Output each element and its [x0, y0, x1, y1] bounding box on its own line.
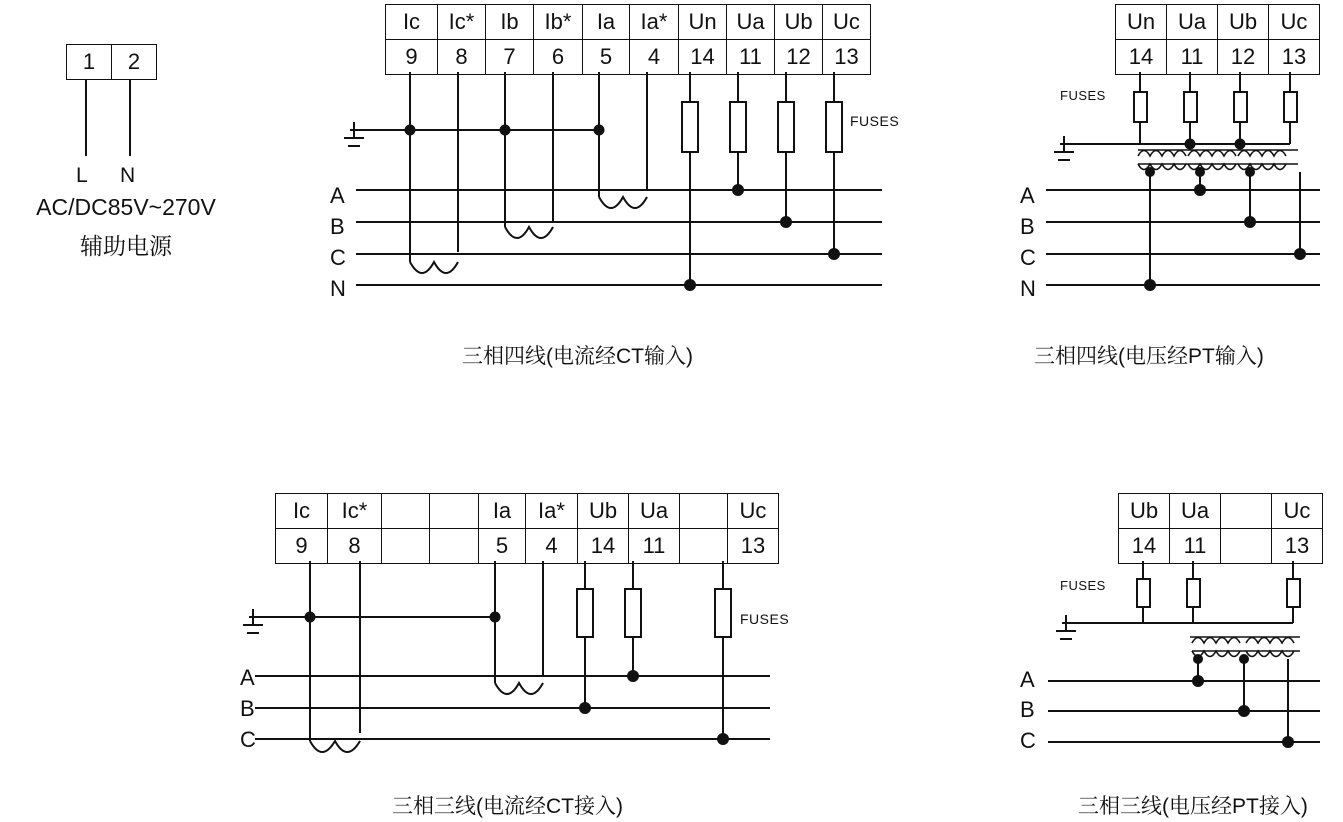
- terminal-label-3w-1: Ic*: [328, 494, 382, 529]
- terminal-number-3w-6: 14: [578, 529, 629, 564]
- caption-3p3w-pt: 三相三线(电压经PT接入): [1078, 795, 1308, 818]
- terminal-block-3p4w-pt: [1115, 4, 1320, 75]
- caption-3p3w-ct: 三相三线(电流经CT接入): [392, 795, 623, 818]
- terminal-number-3wpt-1: 11: [1170, 529, 1221, 564]
- terminal-label-3wpt-0: Ub: [1119, 494, 1170, 529]
- terminal-label-3w-9: Uc: [728, 494, 779, 529]
- terminal-number-8: 12: [775, 40, 823, 75]
- terminal-number-1: 8: [438, 40, 486, 75]
- terminal-block-3p4w-ct: [385, 4, 871, 75]
- fuses-label-3p3w-pt: FUSES: [1060, 578, 1106, 593]
- fuses-label-3p4w-ct: FUSES: [850, 113, 900, 129]
- caption-3p4w-pt: 三相四线(电压经PT输入): [1034, 345, 1264, 368]
- power-pin-n: N: [120, 164, 136, 187]
- phase-label-n-1: N: [330, 276, 346, 301]
- phase-label-a-2: A: [1020, 183, 1035, 208]
- fuses-label-3p3w-ct: FUSES: [740, 611, 790, 627]
- terminal-label-7: Ua: [727, 5, 775, 40]
- terminal-number-3w-3: [430, 529, 479, 564]
- phase-label-b-3: B: [240, 696, 255, 721]
- terminal-label-3w-6: Ub: [578, 494, 629, 529]
- terminal-number-3wpt-0: 14: [1119, 529, 1170, 564]
- power-supply-leads: [60, 76, 190, 176]
- terminal-label-pt-0: Un: [1116, 5, 1167, 40]
- terminal-block-3p3w-pt: [1118, 493, 1323, 564]
- terminal-number-pt-2: 12: [1218, 40, 1269, 75]
- phase-label-c-3: C: [240, 727, 256, 752]
- wiring-3p4w-ct: [330, 72, 910, 312]
- power-terminal-2: 2: [112, 45, 157, 80]
- terminal-number-6: 14: [679, 40, 727, 75]
- terminal-block-3p3w-ct: [275, 493, 779, 564]
- terminal-label-0: Ic: [386, 5, 438, 40]
- fuses-label-3p4w-pt: FUSES: [1060, 88, 1106, 103]
- terminal-label-3wpt-2: [1221, 494, 1272, 529]
- terminal-label-3w-3: [430, 494, 479, 529]
- terminal-label-3w-7: Ua: [629, 494, 680, 529]
- terminal-number-3w-7: 11: [629, 529, 680, 564]
- caption-3p4w-ct: 三相四线(电流经CT输入): [462, 345, 693, 368]
- phase-label-a-4: A: [1020, 667, 1035, 692]
- terminal-number-7: 11: [727, 40, 775, 75]
- terminal-number-3wpt-2: [1221, 529, 1272, 564]
- terminal-label-3wpt-1: Ua: [1170, 494, 1221, 529]
- terminal-label-pt-3: Uc: [1269, 5, 1320, 40]
- phase-label-c-1: C: [330, 245, 346, 270]
- power-supply-title: 辅助电源: [80, 233, 172, 259]
- terminal-label-3w-5: Ia*: [526, 494, 578, 529]
- terminal-number-3w-5: 4: [526, 529, 578, 564]
- terminal-label-4: Ia: [583, 5, 630, 40]
- power-terminal-1: 1: [67, 45, 112, 80]
- terminal-number-3w-0: 9: [276, 529, 328, 564]
- terminal-label-9: Uc: [823, 5, 871, 40]
- terminal-number-4: 5: [583, 40, 630, 75]
- phase-label-b-2: B: [1020, 214, 1035, 239]
- terminal-number-3w-2: [382, 529, 430, 564]
- terminal-label-1: Ic*: [438, 5, 486, 40]
- terminal-number-3w-9: 13: [728, 529, 779, 564]
- phase-label-a-3: A: [240, 665, 255, 690]
- terminal-label-3w-8: [680, 494, 728, 529]
- power-supply-voltage: AC/DC85V~270V: [36, 194, 216, 220]
- terminal-number-9: 13: [823, 40, 871, 75]
- terminal-number-0: 9: [386, 40, 438, 75]
- phase-label-n-2: N: [1020, 276, 1036, 301]
- terminal-number-pt-0: 14: [1116, 40, 1167, 75]
- terminal-label-3w-2: [382, 494, 430, 529]
- power-pin-l: L: [76, 164, 88, 187]
- terminal-number-3wpt-3: 13: [1272, 529, 1323, 564]
- power-supply-terminal-block: [66, 44, 157, 80]
- terminal-number-pt-1: 11: [1167, 40, 1218, 75]
- terminal-label-3wpt-3: Uc: [1272, 494, 1323, 529]
- phase-label-c-4: C: [1020, 728, 1036, 753]
- terminal-label-2: Ib: [486, 5, 534, 40]
- terminal-number-3: 6: [534, 40, 583, 75]
- terminal-label-8: Ub: [775, 5, 823, 40]
- wiring-3p3w-ct: [225, 561, 785, 761]
- phase-label-b-1: B: [330, 214, 345, 239]
- phase-label-c-2: C: [1020, 245, 1036, 270]
- phase-label-a-1: A: [330, 183, 345, 208]
- terminal-number-pt-3: 13: [1269, 40, 1320, 75]
- terminal-number-3w-1: 8: [328, 529, 382, 564]
- terminal-number-5: 4: [630, 40, 679, 75]
- terminal-label-pt-1: Ua: [1167, 5, 1218, 40]
- terminal-label-6: Un: [679, 5, 727, 40]
- terminal-label-pt-2: Ub: [1218, 5, 1269, 40]
- wiring-3p4w-pt: [1020, 72, 1320, 312]
- terminal-number-3w-8: [680, 529, 728, 564]
- terminal-label-3w-0: Ic: [276, 494, 328, 529]
- terminal-number-3w-4: 5: [479, 529, 526, 564]
- phase-label-b-4: B: [1020, 697, 1035, 722]
- terminal-label-3w-4: Ia: [479, 494, 526, 529]
- terminal-number-2: 7: [486, 40, 534, 75]
- terminal-label-5: Ia*: [630, 5, 679, 40]
- terminal-label-3: Ib*: [534, 5, 583, 40]
